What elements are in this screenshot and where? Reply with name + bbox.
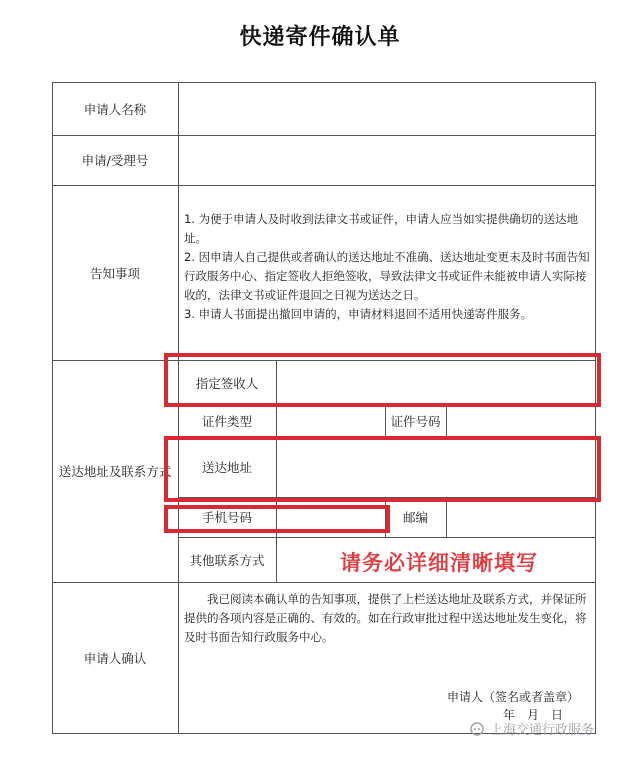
- watermark-text: 上海交通行政服务: [490, 723, 595, 738]
- other-contact-label: 其他联系方式: [189, 552, 265, 568]
- applicant-name-field[interactable]: [179, 83, 595, 135]
- table-line: [595, 82, 596, 734]
- id-type-label: 证件类型: [201, 414, 252, 429]
- chat-bubble-icon: [470, 721, 486, 737]
- confirm-text: 我已阅读本确认单的告知事项，提供了上栏送达地址及联系方式，并保证所提供的各项内容是正确的、有效的。如在行政审批过程中送达地址发生变化，将及时书面告知行政服务中心。: [184, 592, 587, 644]
- postcode-field[interactable]: [447, 498, 595, 537]
- recipient-label: 指定签收人: [195, 375, 259, 391]
- confirm-label: 申请人确认: [83, 650, 147, 666]
- applicant-name-label: 申请人名称: [83, 101, 147, 117]
- notice-item: 3. 申请人书面提出撤回申请的，申请材料退回不适用快递寄件服务。: [184, 307, 533, 321]
- address-highlight-box: [164, 436, 601, 502]
- signature-label: 申请人（签名或者盖章）: [447, 690, 580, 704]
- notice-label: 告知事项: [89, 265, 140, 281]
- address-label: 送达地址: [201, 460, 252, 475]
- phone-label: 手机号码: [201, 510, 252, 525]
- notice-text: [184, 210, 596, 324]
- application-number-field[interactable]: [179, 136, 595, 185]
- notice-item: 1. 为便于申请人及时收到法律文书或证件，申请人应当如实提供确切的送达地址。: [184, 212, 579, 245]
- postcode-label: 邮编: [402, 510, 428, 525]
- watermark: [470, 719, 594, 738]
- form-title: 快递寄件确认单: [239, 24, 401, 50]
- id-number-label: 证件号码: [390, 414, 441, 429]
- date-label: 年 月 日: [503, 708, 564, 722]
- address-section-label: 送达地址及联系方式: [58, 464, 172, 479]
- phone-highlight-box: [164, 505, 390, 533]
- application-number-label: 申请/受理号: [81, 153, 149, 168]
- id-number-field[interactable]: [447, 406, 595, 437]
- id-type-field[interactable]: [277, 406, 385, 437]
- notice-item: 2. 因申请人自己提供或者确认的送达地址不准确、送达地址变更未及时书面告知行政服务中心、指定签收人拒绝签收，导致法律文书或证件未能被申请人实际接收的，法律文书或证件退回之日视为送达之日。: [184, 250, 590, 302]
- fill-in-hint: 请务必详细清晰填写: [340, 551, 538, 575]
- recipient-highlight-box: [164, 353, 601, 407]
